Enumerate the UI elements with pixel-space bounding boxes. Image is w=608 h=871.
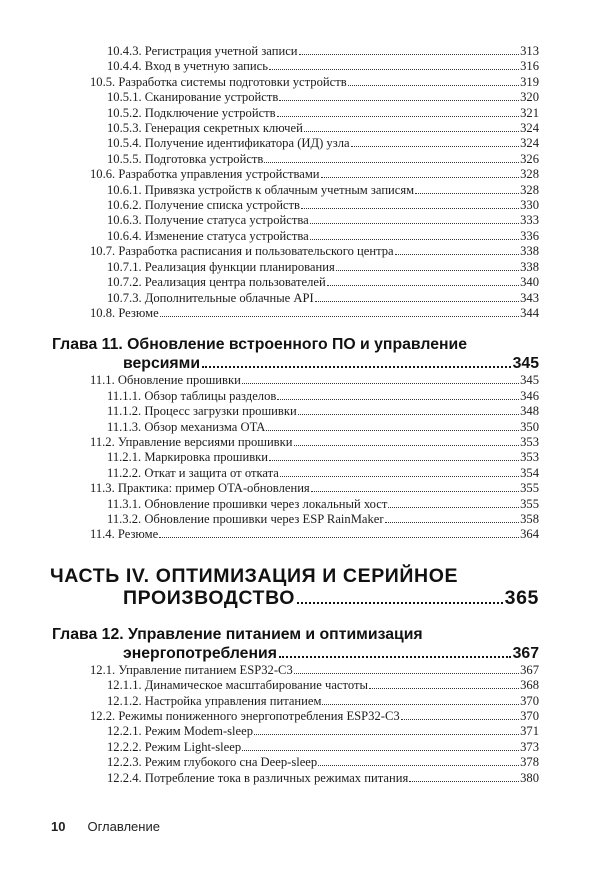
dot-leader [301, 208, 519, 209]
dot-leader [279, 100, 519, 101]
dot-leader [385, 522, 520, 523]
dot-leader [266, 430, 519, 431]
dot-leader [409, 781, 519, 782]
page-footer [51, 819, 160, 834]
toc-entry[interactable]: 12.1. Управление питанием ESP32-C3 367 [90, 662, 539, 677]
dot-leader [315, 301, 519, 302]
toc-entry[interactable]: 10.6.2. Получение списка устройств 330 [107, 198, 539, 213]
running-title: Оглавление [87, 819, 160, 834]
dot-leader [322, 704, 519, 705]
toc-entry[interactable]: 11.3.2. Обновление прошивки через ESP RainMaker 358 [107, 511, 539, 526]
dot-leader [269, 69, 519, 70]
dot-leader [348, 85, 519, 86]
dot-leader [318, 765, 519, 766]
toc-entry[interactable]: 12.2.3. Режим глубокого сна Deep-sleep 378 [107, 755, 539, 770]
dot-leader [254, 734, 519, 735]
toc-entry[interactable]: 10.5.2. Подключение устройств 321 [107, 105, 539, 120]
toc-entry[interactable]: 10.6. Разработка управления устройствами 328 [90, 167, 539, 182]
dot-leader [264, 162, 519, 163]
toc-entry[interactable]: 10.5.1. Сканирование устройств 320 [107, 90, 539, 105]
dot-leader [294, 673, 519, 674]
toc-entry[interactable]: 10.5.4. Получение идентификатора (ИД) узла 324 [107, 136, 539, 151]
toc-entry[interactable]: 10.4.3. Регистрация учетной записи 313 [107, 44, 539, 58]
toc-entry[interactable]: 11.3. Практика: пример OTA-обновления 355 [90, 481, 539, 496]
toc-entry[interactable]: 10.6.4. Изменение статуса устройства 336 [107, 228, 539, 243]
chapter-11-heading[interactable]: Глава 11. Обновление встроенного ПО и управление версиями 345 [52, 336, 539, 373]
dot-leader [415, 193, 519, 194]
dot-leader [242, 750, 519, 751]
dot-leader [202, 366, 511, 368]
dot-leader [297, 602, 503, 604]
toc-entry[interactable]: 11.1. Обновление прошивки 345 [90, 373, 539, 388]
toc-entry[interactable]: 10.8. Резюме 344 [90, 305, 539, 320]
toc-entry[interactable]: 10.7.3. Дополнительные облачные API 343 [107, 290, 539, 305]
toc-entry[interactable]: 11.1.1. Обзор таблицы разделов 346 [107, 388, 539, 403]
dot-leader [310, 239, 519, 240]
page-number: 10 [51, 819, 66, 834]
dot-leader [336, 270, 519, 271]
dot-leader [277, 116, 520, 117]
toc-entry[interactable]: 10.5.3. Генерация секретных ключей 324 [107, 121, 539, 136]
dot-leader [311, 491, 519, 492]
dot-leader [294, 445, 520, 446]
dot-leader [277, 399, 519, 400]
dot-leader [279, 656, 511, 658]
toc-entry[interactable]: 11.2.2. Откат и защита от отката 354 [107, 465, 539, 480]
chapter-12-heading[interactable]: Глава 12. Управление питанием и оптимизация энергопотребления 367 [52, 625, 539, 662]
toc-entry[interactable]: 12.2. Режимы пониженного энергопотребления ESP32-C3 370 [90, 709, 539, 723]
dot-leader [159, 537, 519, 538]
dot-leader [310, 223, 519, 224]
dot-leader [160, 316, 519, 317]
toc-entry[interactable]: 10.4.4. Вход в учетную запись 316 [107, 59, 539, 74]
toc-entry[interactable]: 12.2.4. Потребление тока в различных режимах питания 380 [107, 770, 539, 785]
toc-entry[interactable]: 10.7. Разработка расписания и пользовательского центра 338 [90, 244, 539, 259]
toc-entry[interactable]: 11.2. Управление версиями прошивки 353 [90, 434, 539, 449]
toc-entry[interactable]: 10.7.2. Реализация центра пользователей 340 [107, 275, 539, 290]
toc-entry[interactable]: 10.5. Разработка системы подготовки устройств 319 [90, 74, 539, 89]
toc-entry[interactable]: 10.6.3. Получение статуса устройства 333 [107, 213, 539, 228]
dot-leader [401, 719, 519, 720]
toc-entry[interactable]: 10.7.1. Реализация функции планирования 338 [107, 259, 539, 274]
dot-leader [298, 414, 519, 415]
dot-leader [269, 460, 519, 461]
toc-entry[interactable]: 12.2.1. Режим Modem-sleep 371 [107, 724, 539, 739]
dot-leader [369, 688, 519, 689]
dot-leader [351, 146, 520, 147]
part-4-heading[interactable]: ЧАСТЬ IV. ОПТИМИЗАЦИЯ И СЕРИЙНОЕ ПРОИЗВОДСТВО 365 [50, 564, 539, 609]
toc-entry[interactable]: 11.4. Резюме 364 [90, 527, 539, 542]
table-of-contents [0, 44, 608, 786]
toc-entry[interactable]: 10.6.1. Привязка устройств к облачным учетным записям 328 [107, 182, 539, 197]
dot-leader [299, 54, 520, 55]
dot-leader [327, 285, 519, 286]
dot-leader [242, 383, 519, 384]
dot-leader [388, 507, 519, 508]
toc-entry[interactable]: 11.1.3. Обзор механизма OTA 350 [107, 419, 539, 434]
toc-entry[interactable]: 11.1.2. Процесс загрузки прошивки 348 [107, 404, 539, 419]
toc-entry[interactable]: 12.1.2. Настройка управления питанием 370 [107, 693, 539, 708]
toc-entry[interactable]: 11.2.1. Маркировка прошивки 353 [107, 450, 539, 465]
dot-leader [280, 476, 519, 477]
dot-leader [395, 254, 519, 255]
toc-entry[interactable]: 12.2.2. Режим Light-sleep 373 [107, 739, 539, 754]
toc-entry[interactable]: 11.3.1. Обновление прошивки через локальный хост 355 [107, 496, 539, 511]
dot-leader [321, 177, 520, 178]
dot-leader [304, 131, 519, 132]
toc-entry[interactable]: 12.1.1. Динамическое масштабирование частоты 368 [107, 678, 539, 693]
toc-entry[interactable]: 10.5.5. Подготовка устройств 326 [107, 151, 539, 166]
